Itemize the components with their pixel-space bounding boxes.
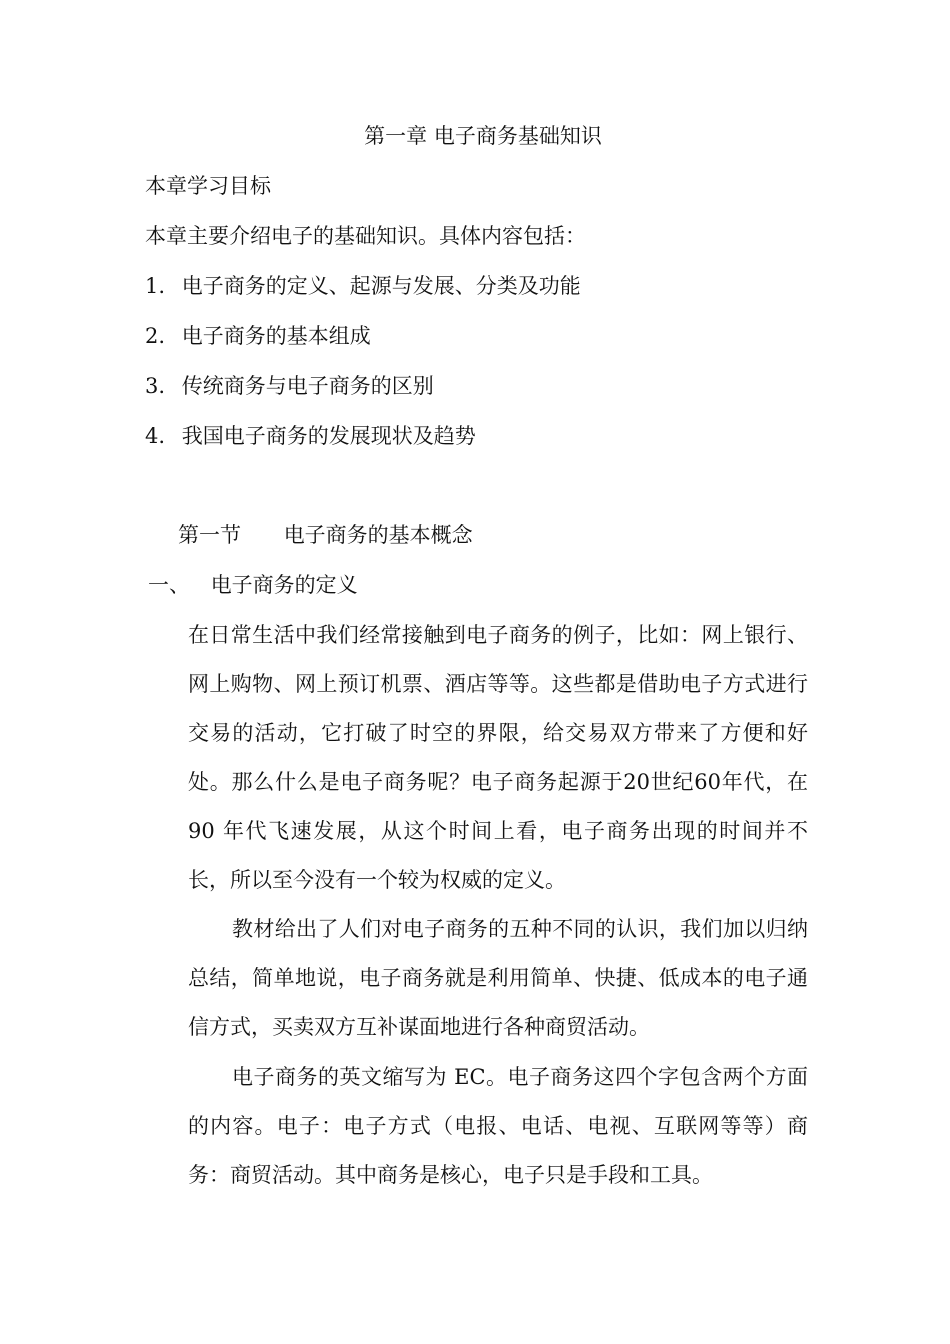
- objective-item: [145, 322, 371, 350]
- subsection-number: 一、: [148, 573, 190, 597]
- subsection-title: 电子商务的定义: [210, 573, 358, 597]
- objective-number: 1.: [145, 274, 166, 298]
- chapter-title: 第一章 电子商务基础知识: [364, 124, 602, 148]
- objective-text: 我国电子商务的发展现状及趋势: [181, 424, 476, 448]
- objective-text: 电子商务的基本组成: [181, 324, 371, 348]
- objective-item: [145, 372, 434, 400]
- objectives-heading: 本章学习目标: [145, 174, 271, 198]
- subsection-heading: [148, 571, 358, 599]
- section-label: 第一节: [178, 523, 241, 547]
- objective-number: 4.: [145, 424, 166, 448]
- section-heading: [178, 521, 473, 549]
- section-title: 电子商务的基本概念: [283, 523, 473, 547]
- objective-number: 2.: [145, 324, 166, 348]
- body-paragraph: [188, 1053, 808, 1200]
- objective-item: [145, 272, 581, 300]
- body-paragraph: [188, 611, 808, 905]
- paragraph-text: 教材给出了人们对电子商务的五种不同的认识，我们加以归纳总结，简单地说，电子商务就是利用简单、快捷、低成本的电子通信方式，买卖双方互补谋面地进行各种商贸活动。: [188, 917, 808, 1039]
- body-paragraph: [188, 905, 808, 1052]
- objectives-intro: 本章主要介绍电子的基础知识。具体内容包括：: [145, 224, 586, 248]
- objective-item: [145, 422, 476, 450]
- objective-text: 传统商务与电子商务的区别: [181, 374, 434, 398]
- paragraph-text: 在日常生活中我们经常接触到电子商务的例子，比如：网上银行、网上购物、网上预订机票、酒店等等。这些都是借助电子方式进行交易的活动，它打破了时空的界限，给交易双方带来了方便和好处。那么什么是电子商务呢？电子商务起源于20世纪60年代，在 90 年代飞速发展，从这个时间上看，电子商务出现的时间并不长，所以至今没有一个较为权威的定义。: [188, 623, 808, 892]
- objective-text: 电子商务的定义、起源与发展、分类及功能: [181, 274, 581, 298]
- objective-number: 3.: [145, 374, 166, 398]
- paragraph-text: 电子商务的英文缩写为 EC。电子商务这四个字包含两个方面的内容。电子：电子方式（电报、电话、电视、互联网等等）商务：商贸活动。其中商务是核心，电子只是手段和工具。: [188, 1065, 808, 1187]
